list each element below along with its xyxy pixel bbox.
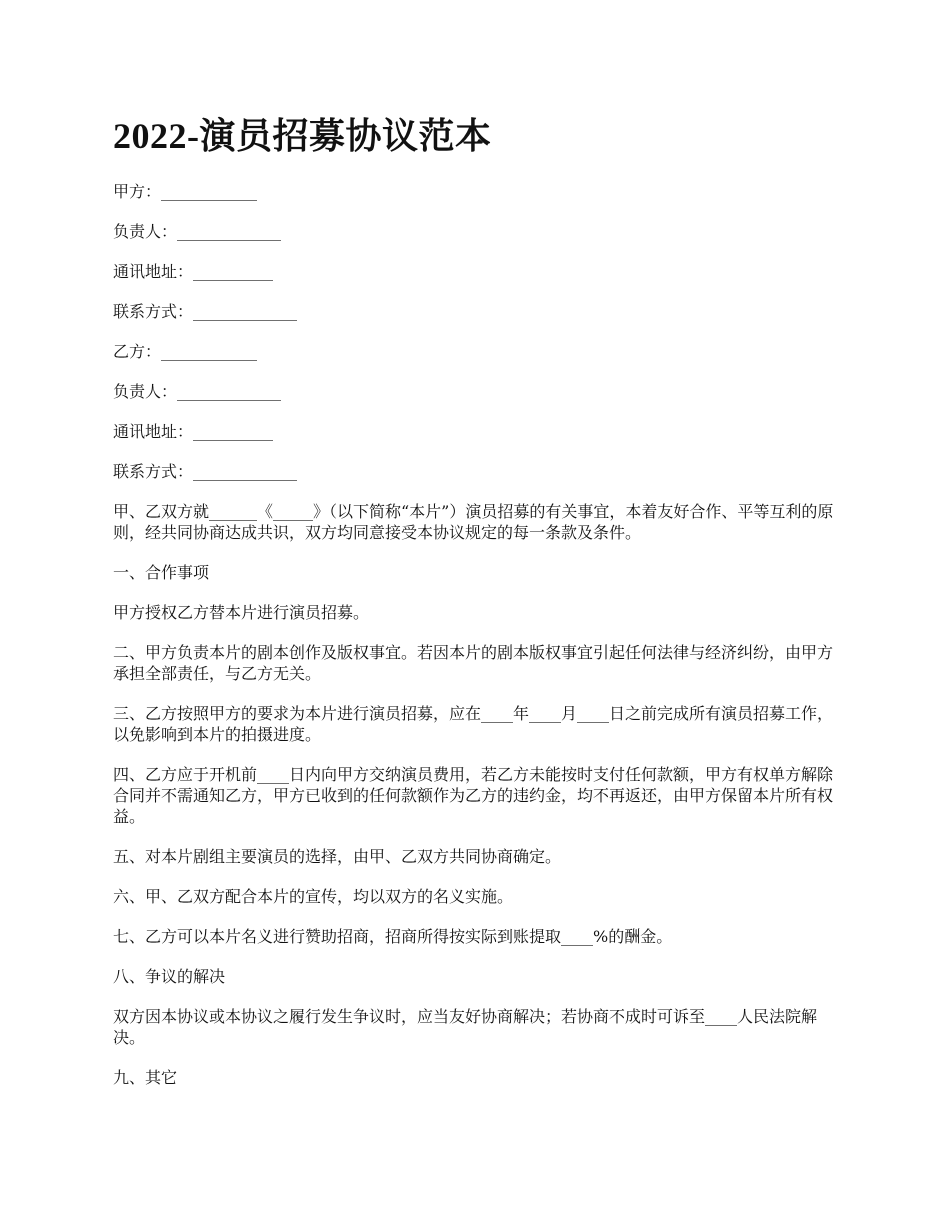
document-title: 2022-演员招募协议范本 [113, 116, 492, 156]
section-5-paragraph: 五、对本片剧组主要演员的选择，由甲、乙双方共同协商确定。 [113, 847, 562, 866]
section-6-paragraph: 六、甲、乙双方配合本片的宣传，均以双方的名义实施。 [113, 887, 514, 906]
party-a-person-blank: _____________ [177, 222, 282, 241]
party-b-name-blank: ____________ [161, 342, 258, 361]
party-b-person-field [113, 381, 840, 402]
section-1-heading: 一、合作事项 [113, 563, 210, 582]
party-b-contact-blank: _____________ [193, 462, 298, 481]
party-b-address-label: 通讯地址： [113, 422, 194, 441]
party-a-contact-blank: _____________ [193, 302, 298, 321]
section-3-paragraph: 三、乙方按照甲方的要求为本片进行演员招募，应在____年____月____日之前完成所有演员招募工作，以免影响到本片的拍摄进度。 [113, 704, 834, 744]
party-b-contact-label: 联系方式： [113, 462, 194, 481]
party-b-person-label: 负责人： [113, 382, 178, 401]
party-a-name-label: 甲方： [113, 182, 162, 201]
party-a-contact-label: 联系方式： [113, 302, 194, 321]
party-a-name-field [113, 181, 840, 202]
section-4-paragraph: 四、乙方应于开机前____日内向甲方交纳演员费用，若乙方未能按时支付任何款额，甲方有权单方解除合同并不需通知乙方，甲方已收到的任何款额作为乙方的违约金，均不再返还，由甲方保留本片所有权益。 [113, 765, 834, 826]
section-8-body: 双方因本协议或本协议之履行发生争议时，应当友好协商解决；若协商不成时可诉至____人民法院解决。 [113, 1007, 818, 1047]
section-8-heading: 八、争议的解决 [113, 967, 226, 986]
party-a-address-label: 通讯地址： [113, 262, 194, 281]
party-b-address-field [113, 421, 840, 442]
party-b-name-field [113, 341, 840, 362]
intro-paragraph: 甲、乙双方就______《_____》（以下简称“本片”）演员招募的有关事宜，本着友好合作、平等互利的原则，经共同协商达成共识，双方均同意接受本协议规定的每一条款及条件。 [113, 502, 834, 542]
party-a-person-field [113, 221, 840, 242]
party-b-address-blank: __________ [193, 422, 274, 441]
party-a-address-field [113, 261, 840, 282]
document-body [113, 181, 840, 1107]
party-a-name-blank: ____________ [161, 182, 258, 201]
party-b-person-blank: _____________ [177, 382, 282, 401]
party-a-person-label: 负责人： [113, 222, 178, 241]
section-9-heading: 九、其它 [113, 1068, 178, 1087]
party-a-contact-field [113, 301, 840, 322]
section-2-paragraph: 二、甲方负责本片的剧本创作及版权事宜。若因本片的剧本版权事宜引起任何法律与经济纠纷，由甲方承担全部责任，与乙方无关。 [113, 643, 834, 683]
party-b-contact-field [113, 461, 840, 482]
party-b-name-label: 乙方： [113, 342, 162, 361]
section-7-paragraph: 七、乙方可以本片名义进行赞助招商，招商所得按实际到账提取____%的酬金。 [113, 927, 673, 946]
section-1-body: 甲方授权乙方替本片进行演员招募。 [113, 603, 370, 622]
party-a-address-blank: __________ [193, 262, 274, 281]
